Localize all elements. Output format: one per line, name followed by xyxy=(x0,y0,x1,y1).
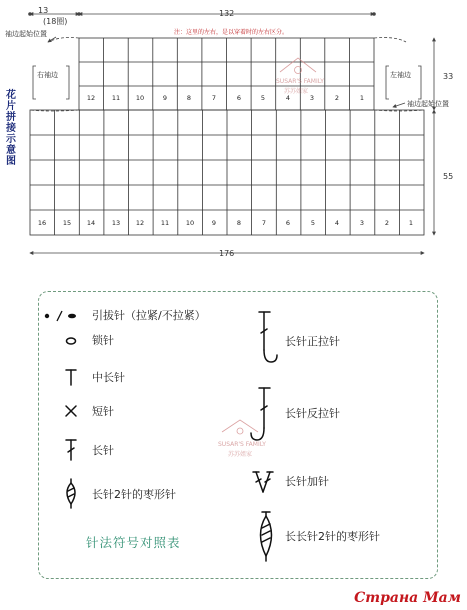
legend-label-slip-stitch: 引拔针（拉紧/不拉紧） xyxy=(92,309,206,322)
house-watermark-1 xyxy=(280,58,316,74)
bottom-number: 13 xyxy=(111,219,121,227)
top-number: 9 xyxy=(162,94,168,102)
bottom-number: 3 xyxy=(359,219,365,227)
top-number: 2 xyxy=(334,94,340,102)
sleeve-start-right-label: 袖边起始位置 xyxy=(407,100,449,108)
legend-label-single: 短针 xyxy=(92,405,114,418)
bottom-number: 4 xyxy=(334,219,340,227)
dim-left-width-sub: (18圈) xyxy=(43,17,68,26)
legend-label-front-post: 长针正拉针 xyxy=(285,335,340,348)
bottom-number: 9 xyxy=(211,219,217,227)
dim-bottom-width: 176 xyxy=(219,249,235,258)
bottom-number: 15 xyxy=(62,219,72,227)
watermark-brand-en-1: SUSAR'S FAMILY xyxy=(276,78,324,85)
top-number: 3 xyxy=(309,94,315,102)
legend-label-back-post: 长针反拉针 xyxy=(285,407,340,420)
dim-right-height: 33 xyxy=(443,72,454,81)
dimension-lines xyxy=(29,13,434,253)
dim-top-width: 132 xyxy=(219,9,235,18)
bottom-number: 10 xyxy=(185,219,195,227)
watermark-brand-en-2: SUSAR'S FAMILY xyxy=(218,441,266,448)
legend-label-increase: 长针加针 xyxy=(285,475,329,488)
bottom-number: 2 xyxy=(384,219,390,227)
legend-label-half-double: 中长针 xyxy=(92,371,125,384)
legend-label-chain: 锁针 xyxy=(92,334,114,347)
top-number: 10 xyxy=(135,94,145,102)
watermark-brand-cn-2: 苏苏姐家 xyxy=(228,451,253,458)
site-brand: Страна Мам xyxy=(354,590,461,606)
dim-bottom-height: 55 xyxy=(443,172,454,181)
top-number: 6 xyxy=(236,94,242,102)
bottom-number: 12 xyxy=(135,219,145,227)
top-number: 12 xyxy=(86,94,96,102)
bottom-number: 16 xyxy=(37,219,47,227)
right-sleeve-label: 右袖边 xyxy=(37,71,58,79)
bottom-number: 11 xyxy=(160,219,170,227)
bottom-number: 7 xyxy=(261,219,267,227)
note-text: 注：这里的左右，是以穿着时的左右区分。 xyxy=(174,29,289,36)
top-number: 8 xyxy=(186,94,192,102)
side-title: 花片拼接示意图 xyxy=(6,90,16,167)
top-number: 1 xyxy=(359,94,365,102)
left-sleeve-label: 左袖边 xyxy=(390,71,411,79)
legend-title: 针法符号对照表 xyxy=(86,535,181,550)
bottom-number: 6 xyxy=(285,219,291,227)
top-number: 11 xyxy=(111,94,121,102)
legend-label-treble-2tog-puff: 长长针2针的枣形针 xyxy=(285,530,380,543)
bottom-number: 14 xyxy=(86,219,96,227)
dim-left-width: 13 xyxy=(38,6,49,15)
bottom-number: 8 xyxy=(236,219,242,227)
legend-label-double-2tog-puff: 长针2针的枣形针 xyxy=(92,488,176,501)
top-number: 4 xyxy=(285,94,291,102)
lower-grid xyxy=(30,110,424,235)
sleeve-start-left-label: 袖边起始位置 xyxy=(5,30,47,38)
top-number: 7 xyxy=(211,94,217,102)
top-number: 5 xyxy=(260,94,266,102)
bottom-number: 5 xyxy=(310,219,316,227)
legend-label-double: 长针 xyxy=(92,444,114,457)
bottom-number: 1 xyxy=(408,219,414,227)
watermark-brand-cn-1: 苏苏姐家 xyxy=(284,88,309,95)
